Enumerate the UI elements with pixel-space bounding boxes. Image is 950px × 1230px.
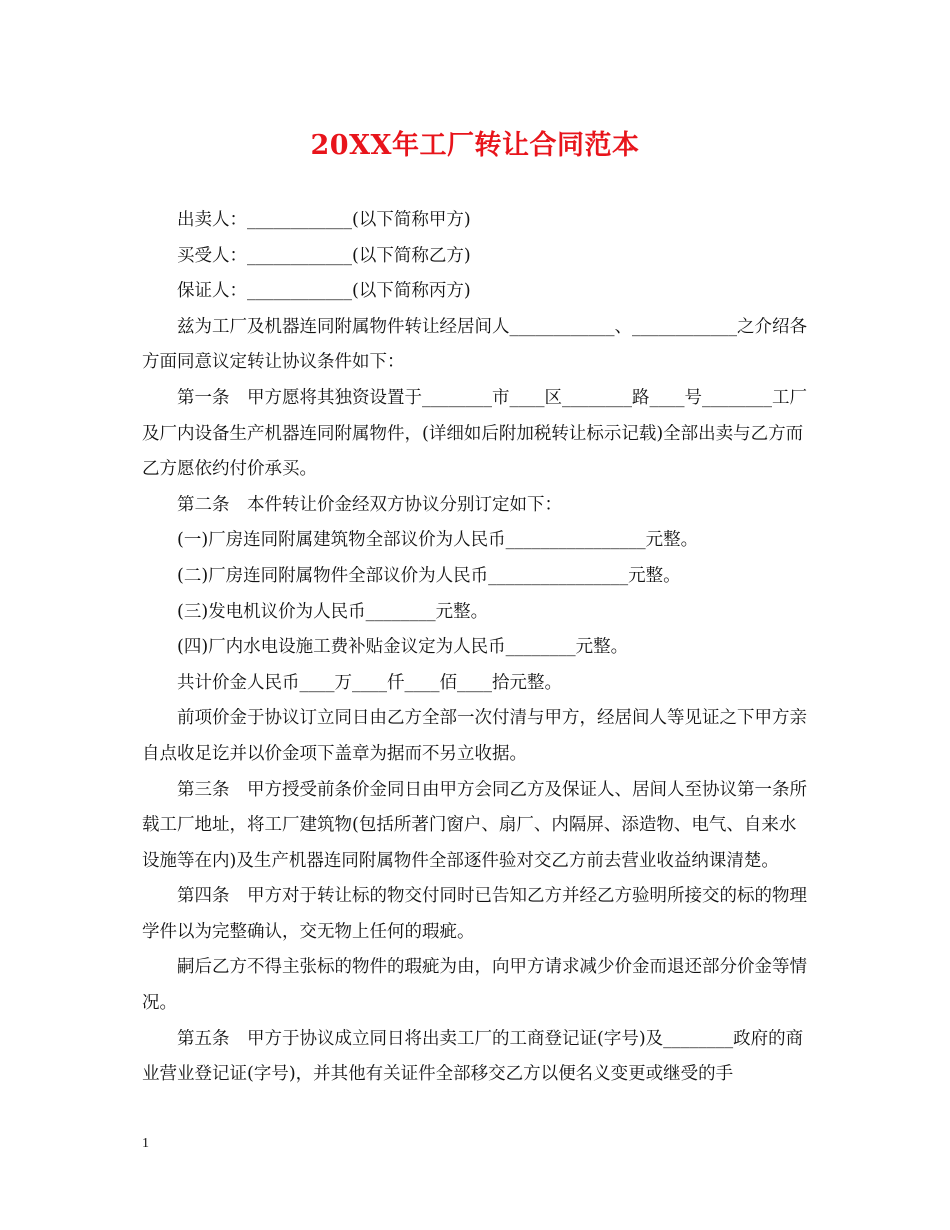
paragraph-price-item-3: (三)发电机议价为人民币________元整。 [177, 601, 489, 622]
paragraph-buyer: 买受人：____________(以下简称乙方) [177, 245, 471, 266]
paragraph-seller: 出卖人：____________(以下简称甲方) [177, 210, 471, 230]
paragraph-guarantor: 保证人：____________(以下简称丙方) [177, 281, 471, 302]
paragraph-article-4: 第四条 甲方对于转让标的物交付同时已告知乙方并经乙方验明所接交的标的物理学件以为完整确认，交无物上任何的瑕疵。 [142, 886, 807, 942]
paragraph-price-item-4: (四)厂内水电设施工费补贴金议定为人民币________元整。 [177, 637, 629, 658]
paragraph-price-item-1: (一)厂房连同附属建筑物全部议价为人民币________________元整。 [177, 530, 699, 551]
paragraph-payment: 前项价金于协议订立同日由乙方全部一次付清与甲方，经居间人等见证之下甲方亲自点收足讫并以价金项下盖章为据而不另立收据。 [142, 708, 807, 764]
contract-body [142, 203, 812, 1093]
paragraph-preamble: 兹为工厂及机器连同附属物件转让经居间人____________、____________之介绍各方面同意议定转让协议条件如下： [142, 316, 807, 373]
paragraph-article-5: 第五条 甲方于协议成立同日将出卖工厂的工商登记证(字号)及________政府的商业营业登记证(字号)，并其他有关证件全部移交乙方以便名义变更或继受的手 [142, 1028, 804, 1085]
paragraph-price-item-2: (二)厂房连同附属物件全部议价为人民币________________元整。 [177, 565, 681, 586]
paragraph-article-2: 第二条 本件转让价金经双方协议分别订定如下： [177, 494, 562, 515]
paragraph-article-3: 第三条 甲方授受前条价金同日由甲方会同乙方及保证人、居间人至协议第一条所载工厂地址，将工厂建筑物(包括所著门窗户、扇厂、内隔屏、添造物、电气、自来水设施等在内)及生产机器连同附属物件全部逐件验对交乙方前去营业收益纳课清楚。 [142, 779, 807, 871]
page-number: 1 [142, 1136, 149, 1151]
paragraph-article-1: 第一条 甲方愿将其独资设置于________市____区________路____号________工厂及厂内设备生产机器连同附属物件，(详细如后附加税转让标示记载)全部出卖与乙方而乙方愿依约付价承买。 [142, 387, 807, 480]
paragraph-price-total: 共计价金人民币____万____仟____佰____拾元整。 [177, 672, 562, 693]
paragraph-no-defect-claim: 嗣后乙方不得主张标的物件的瑕疵为由，向甲方请求减少价金而退还部分价金等情况。 [142, 957, 807, 1014]
document-title: 20XX年工厂转让合同范本 [310, 130, 640, 161]
